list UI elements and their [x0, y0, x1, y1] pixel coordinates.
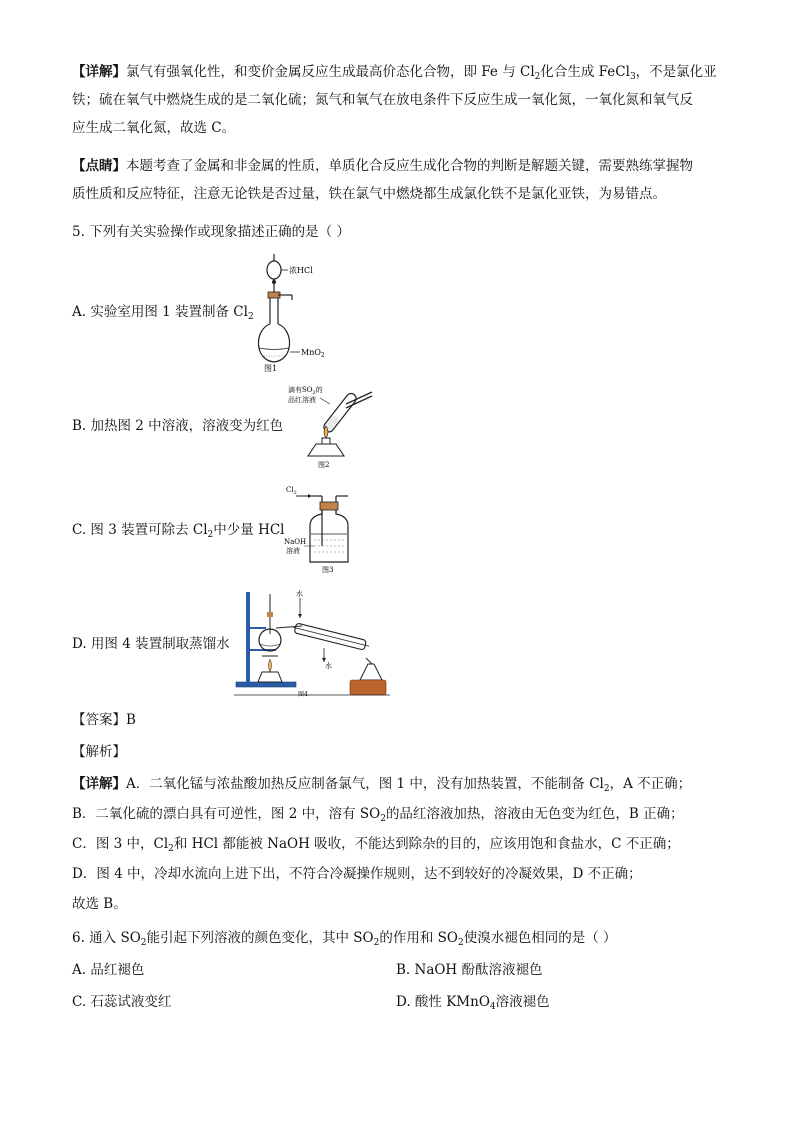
q5-answer: 【答案】B [72, 712, 136, 728]
figure-3-apparatus [284, 482, 384, 574]
q6-option-d: D. 酸性 KMnO$_4$溶液褪色 [396, 994, 550, 1012]
fig1-label-mno2: MnO$_2$ [301, 348, 325, 359]
q5-detail-c: C．图 3 中，$Cl_2$和 HCl 都能被 NaOH 吸收，不能达到除杂的目的，应该用饱和食盐水，C 不正确； [72, 836, 680, 854]
fig3-caption: 图3 [322, 566, 334, 574]
q6-option-c: C. 石蕊试液变红 [72, 994, 172, 1010]
fig3-label-solution: 溶液 [286, 547, 300, 555]
q6-option-a: A. 品红褪色 [72, 962, 145, 978]
q5-detail-d: D．图 4 中，冷却水流向上进下出，不符合冷凝操作规则，达不到较好的冷凝效果，D 不正确； [72, 866, 642, 882]
fig4-label-water-out: 水 [325, 662, 332, 670]
q5-option-d: D. 用图 4 装置制取蒸馏水 [72, 636, 230, 652]
detail-tag: 【详解】 [72, 64, 126, 80]
comment-tag: 【点睛】 [72, 158, 126, 174]
q6-stem: 6. 通入 $SO_2$能引起下列溶液的颜色变化，其中 $SO_2$的作用和 $SO_2$使溴水褪色相同的是（ ） [72, 930, 617, 948]
q5-option-a: A. 实验室用图 1 装置制备 $Cl_2$ [72, 304, 254, 322]
q5-option-b: B. 加热图 2 中溶液，溶液变为红色 [72, 418, 284, 434]
q6-option-b: B. NaOH 酚酞溶液褪色 [396, 962, 543, 978]
q5-option-c: C. 图 3 装置可除去 $Cl_2$中少量 HCl [72, 522, 285, 540]
q4-detail-line-2: 铁；硫在氧气中燃烧生成的是二氧化硫；氮气和氧气在放电条件下反应生成一氧化氮，一氧化氮和氧气反 [72, 92, 693, 108]
q4-detail-line-1: 【详解】氯气有强氧化性，和变价金属反应生成最高价态化合物，即 Fe 与 $Cl_2$化合生成 FeCl$_3$，不是氯化亚 [72, 64, 717, 82]
q5-stem: 5. 下列有关实验操作或现象描述正确的是（ ） [72, 224, 350, 240]
fig3-label-naoh: NaOH [284, 538, 307, 546]
fig2-label-1: 滴有$SO_2$的 [288, 386, 323, 396]
figure-2-apparatus [286, 382, 376, 470]
q4-comment-line-2: 质性质和反应特征，注意无论铁是否过量，铁在氯气中燃烧都生成氯化铁不是氯化亚铁，为易错点。 [72, 186, 666, 202]
fig1-caption: 图1 [264, 364, 278, 372]
q4-detail-line-3: 应生成二氧化氮，故选 C。 [72, 120, 236, 136]
figure-1-apparatus [252, 252, 362, 372]
figure-4-apparatus [232, 588, 392, 698]
fig4-caption: 图4 [298, 691, 308, 698]
q5-detail-b: B．二氧化硫的漂白具有可逆性，图 2 中，溶有 $SO_2$的品红溶液加热，溶液由无色变为红色，B 正确； [72, 806, 684, 824]
fig2-caption: 图2 [318, 461, 330, 469]
q5-analysis-heading: 【解析】 [72, 744, 126, 760]
fig3-label-cl2: $Cl_2$ [286, 486, 297, 496]
fig2-label-2: 品红溶液 [288, 396, 316, 404]
fig4-label-water-in: 水 [296, 590, 303, 598]
q4-comment-line-1: 【点睛】本题考查了金属和非金属的性质，单质化合反应生成化合物的判断是解题关键，需要熟练掌握物 [72, 158, 693, 174]
q5-detail-a: 【详解】A．二氧化锰与浓盐酸加热反应制备氯气，图 1 中，没有加热装置，不能制备 $Cl_2$，A 不正确； [72, 776, 692, 794]
q5-conclusion: 故选 B。 [72, 896, 127, 912]
fig1-label-hcl: 浓HCl [289, 266, 313, 275]
